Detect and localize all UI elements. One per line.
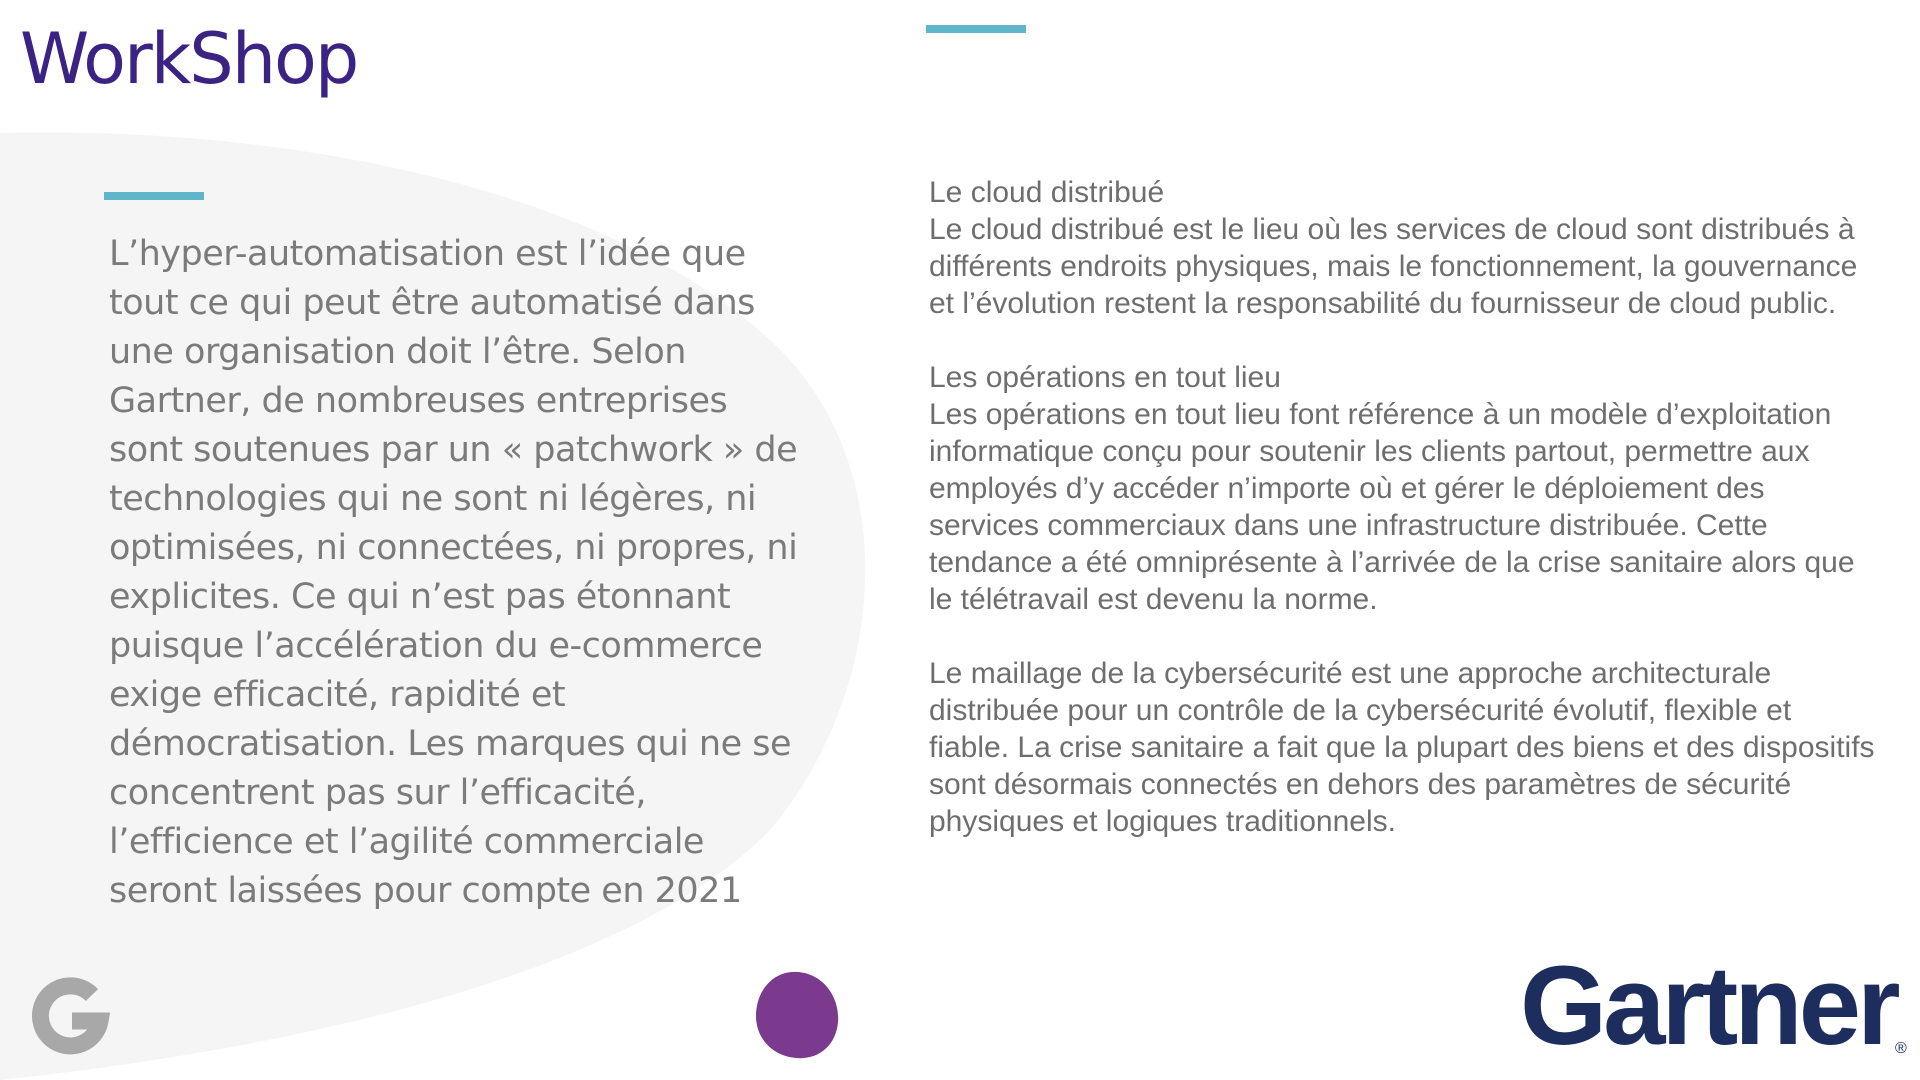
top-accent-bar [926,25,1026,33]
purple-blob-decoration [754,970,840,1060]
section-heading: Les opérations en tout lieu [929,361,1281,394]
left-accent-bar [104,192,204,200]
section-heading: Le cloud distribué [929,176,1165,209]
gartner-logo: Gartner [1520,943,1897,1068]
slide-title: WorkShop [20,18,358,100]
distributed-cloud-section [929,174,1879,322]
right-text-column [929,174,1879,877]
section-body: Le cloud distribué est le lieu où les services de cloud sont distribués à différents endroits physiques, mais le fonctionnement, la gouvernance et l’évolution restent la responsabilité du fournisseur de cloud public. [929,213,1858,320]
hyper-automation-paragraph: L’hyper-automatisation est l’idée que tout ce qui peut être automatisé dans une organisation doit l’être. Selon Gartner, de nombreuses entreprises sont soutenues par un « patchwork » de technologies qui ne sont ni légères, ni optimisées, ni connectées, ni propres, ni explicites. Ce qui n’est pas étonnant puisque l’accélération du e-commerce exige efficacité, rapidité et démocratisation. Les marques qui ne se concentrent pas sur l’efficacité, l’efficience et l’agilité commerciale seront laissées pour compte en 2021 [109,234,798,911]
anywhere-operations-section [929,359,1879,618]
g-logo-icon [28,973,112,1057]
cybersecurity-mesh-section [929,655,1879,840]
section-body: Les opérations en tout lieu font référence à un modèle d’exploitation informatique conçu pour soutenir les clients partout, permettre aux employés d’y accéder n’importe où et gérer le déploiement des services commerciaux dans une infrastructure distribuée. Cette tendance a été omniprésente à l’arrivée de la crise sanitaire alors que le télétravail est devenu la norme. [929,398,1855,616]
section-body: Le maillage de la cybersécurité est une approche architecturale distribuée pour un contrôle de la cybersécurité évolutif, flexible et fiable. La crise sanitaire a fait que la plupart des biens et des dispositifs sont désormais connectés en dehors des paramètres de sécurité physiques et logiques traditionnels. [929,657,1875,838]
registered-mark: ® [1895,1040,1907,1057]
